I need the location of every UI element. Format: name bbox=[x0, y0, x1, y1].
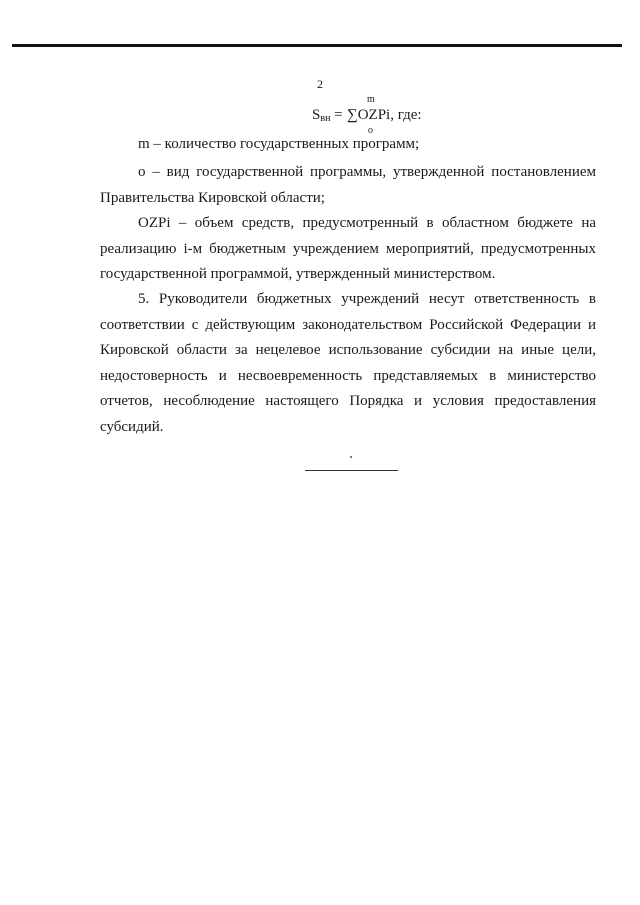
scan-speck bbox=[350, 456, 352, 458]
definition-ozp-line-2: реализацию i-м бюджетным учреждением мероприятий, предусмотренных bbox=[100, 240, 596, 257]
definition-o-line-1: о – вид государственной программы, утвержденной постановлением bbox=[138, 164, 596, 180]
definition-ozp bbox=[100, 211, 596, 288]
formula-lhs-symbol: S bbox=[312, 107, 321, 123]
formula-lhs-subscript: вн bbox=[320, 113, 331, 124]
formula-equals: = bbox=[334, 107, 343, 123]
paragraph-5 bbox=[100, 287, 596, 440]
sum-symbol: ∑ bbox=[347, 107, 358, 123]
formula-sum bbox=[347, 108, 422, 123]
formula-lhs bbox=[312, 108, 343, 126]
definition-ozp-line-1: OZPi – объем средств, предусмотренный в областном бюджете на bbox=[138, 215, 596, 231]
definition-o bbox=[100, 160, 596, 211]
formula-term: OZPi, где: bbox=[357, 107, 422, 123]
definition-ozp-line-3: государственной программой, утвержденный министерством. bbox=[100, 266, 496, 282]
paragraph-5-line-1: 5. Руководители бюджетных учреждений несут ответственность в bbox=[138, 291, 596, 307]
definition-o-line-2: Правительства Кировской области; bbox=[100, 189, 325, 206]
paragraph-5-line-3: Кировской области за нецелевое использование субсидии на иные цели, bbox=[100, 342, 596, 358]
definition-m-text: m – количество государственных программ; bbox=[138, 136, 420, 152]
paragraph-5-line-6: субсидий. bbox=[100, 418, 164, 435]
end-rule bbox=[305, 470, 398, 471]
page-number: 2 bbox=[317, 77, 323, 91]
definition-m bbox=[100, 132, 596, 158]
sum-lower-limit: o bbox=[368, 125, 373, 136]
paragraph-5-line-5: отчетов, несоблюдение настоящего Порядка и условия предоставления bbox=[100, 393, 596, 409]
paragraph-5-line-2: соответствии с действующим законодательством Российской Федерации и bbox=[100, 316, 596, 333]
paragraph-5-line-4: недостоверность и несвоевременность представляемых в министерство bbox=[100, 367, 596, 384]
header-rule bbox=[12, 44, 622, 47]
sum-upper-limit: m bbox=[367, 94, 375, 105]
